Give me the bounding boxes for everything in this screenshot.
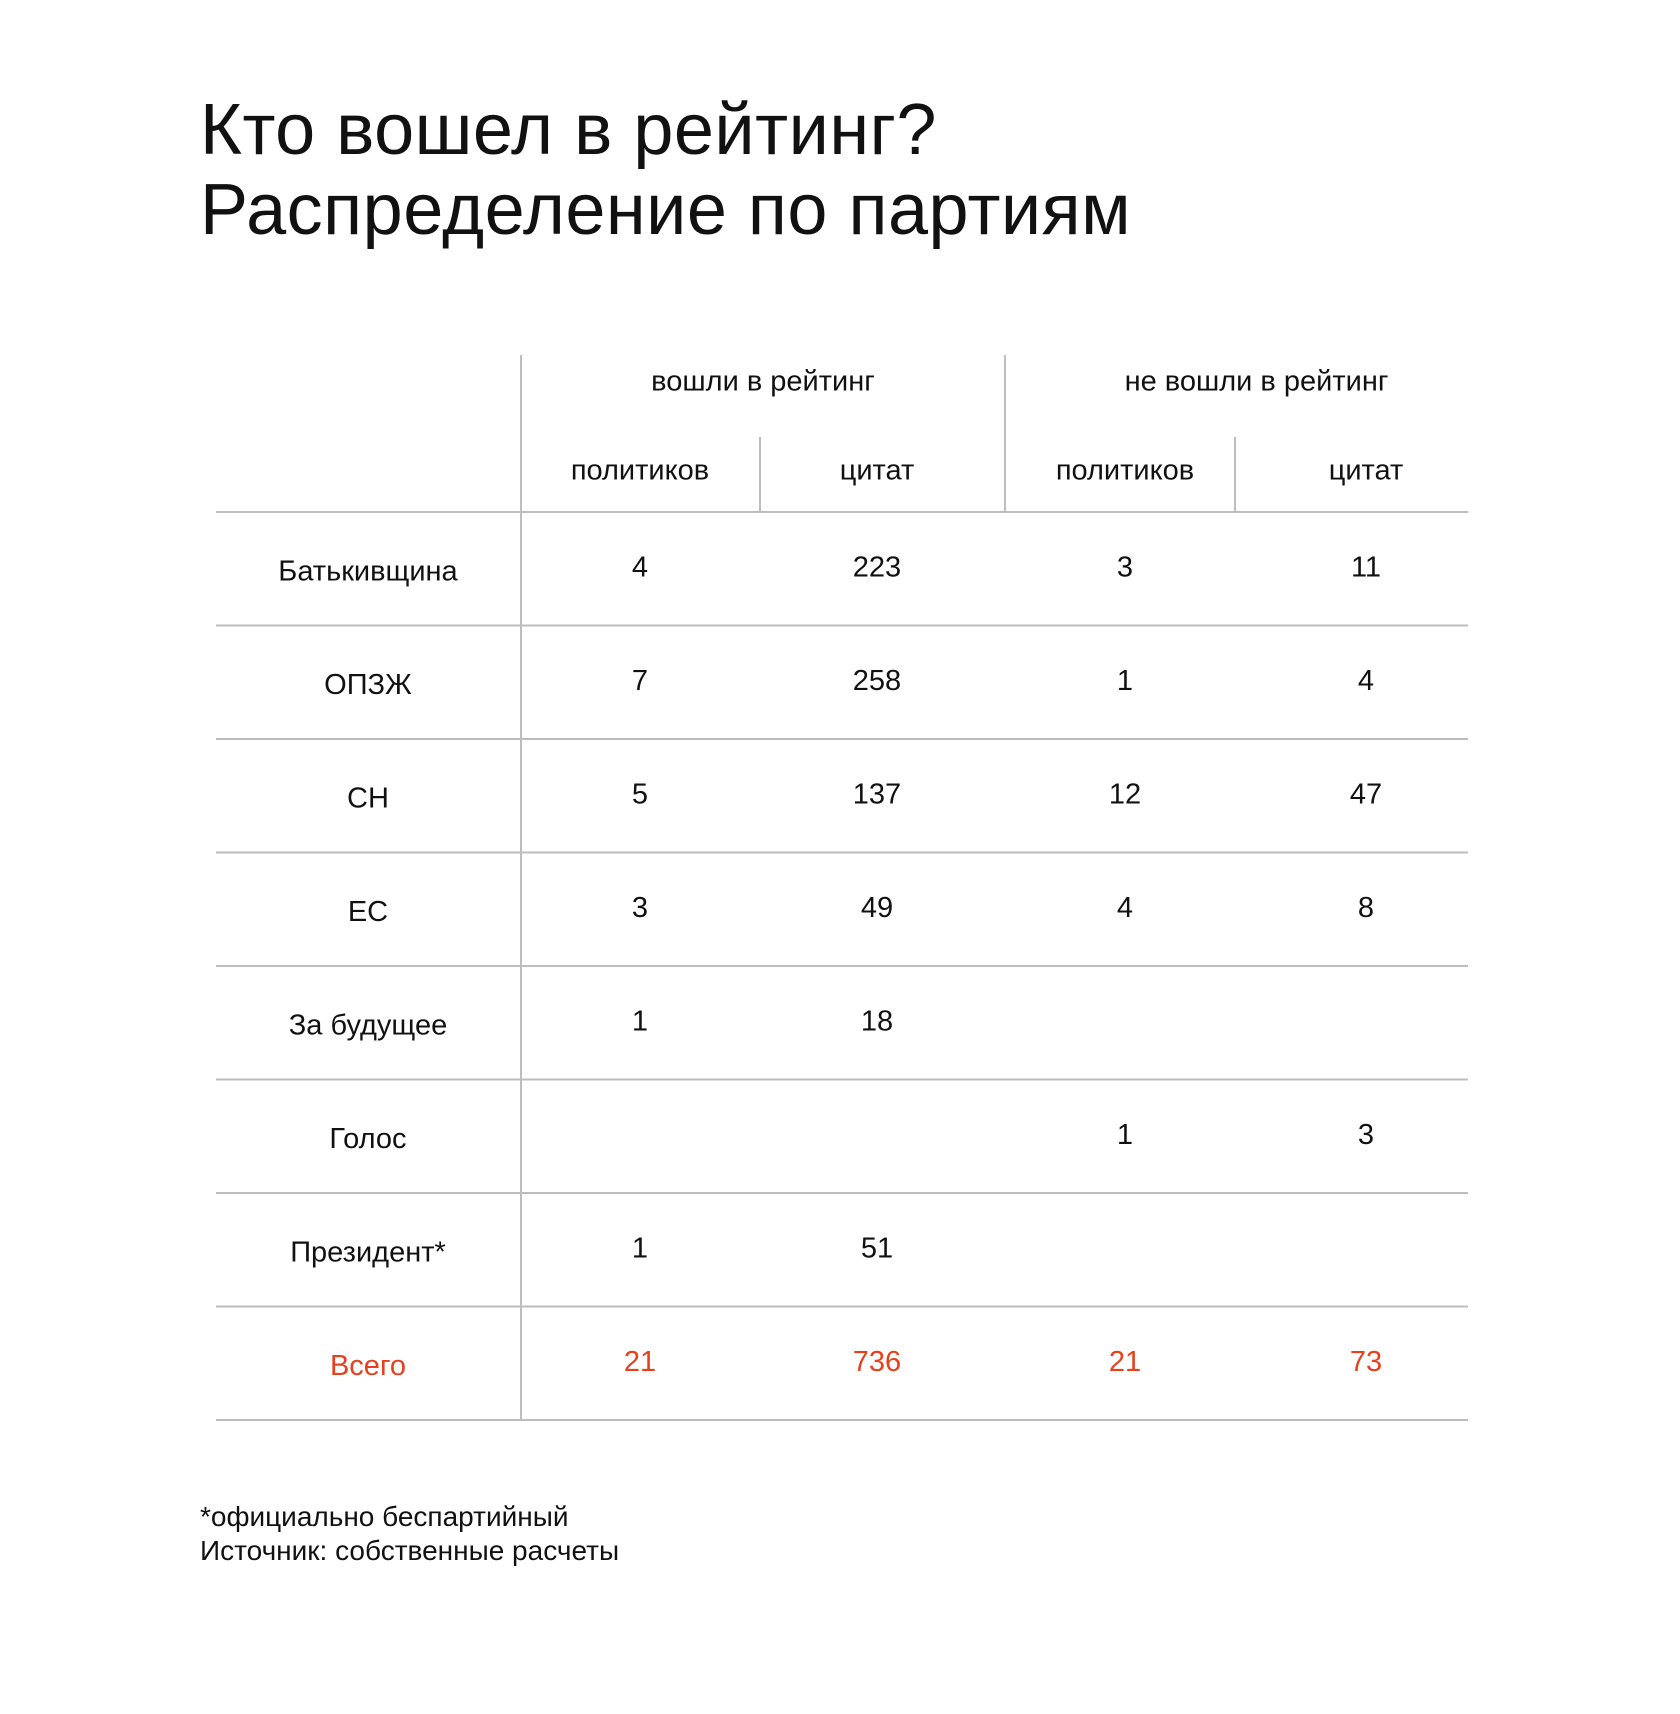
total-value-2: 736: [852, 1345, 902, 1378]
group-header-not-in-rating: не вошли в рейтинг: [1124, 365, 1389, 398]
row-2-value-2: 258: [852, 664, 902, 697]
title-line-2: Распределение по партиям: [200, 170, 1132, 250]
row-1-value-1: 4: [631, 551, 649, 584]
total-label: Всего: [329, 1349, 407, 1382]
title-line-1: Кто вошел в рейтинг?: [200, 90, 937, 170]
footnotes: [200, 1500, 619, 1568]
row-3-value-4: 47: [1349, 778, 1383, 811]
row-5-value-2: 18: [860, 1005, 894, 1038]
row-1-value-3: 3: [1116, 551, 1134, 584]
row-7-value-1: 1: [631, 1232, 649, 1265]
subheader-4: цитат: [1328, 454, 1404, 487]
row-1-label: Батькивщина: [278, 555, 458, 588]
subheader-2: цитат: [839, 454, 915, 487]
total-value-3: 21: [1108, 1345, 1142, 1378]
row-1-value-2: 223: [852, 551, 902, 584]
row-7-label: Президент*: [290, 1236, 446, 1269]
row-2-value-1: 7: [631, 664, 649, 697]
row-1-value-4: 11: [1350, 551, 1382, 584]
row-3-value-2: 137: [852, 778, 902, 811]
row-6-value-3: 1: [1116, 1118, 1134, 1151]
row-5-value-1: 1: [631, 1005, 649, 1038]
row-3-label: СН: [347, 782, 389, 815]
total-value-4: 73: [1349, 1345, 1383, 1378]
total-value-1: 21: [623, 1345, 657, 1378]
row-4-value-1: 3: [631, 891, 649, 924]
row-5-label: За будущее: [288, 1009, 448, 1042]
subheader-3: политиков: [1055, 454, 1195, 487]
row-2-value-4: 4: [1357, 664, 1375, 697]
row-2-label: ОПЗЖ: [324, 668, 412, 701]
row-4-value-3: 4: [1116, 891, 1134, 924]
group-header-in-rating: вошли в рейтинг: [651, 365, 875, 398]
row-4-value-2: 49: [860, 891, 894, 924]
source-text: Источник: собственные расчеты: [200, 1535, 620, 1566]
row-4-label: ЕС: [347, 895, 389, 928]
row-3-value-1: 5: [631, 778, 649, 811]
row-2-value-3: 1: [1116, 664, 1134, 697]
row-3-value-3: 12: [1108, 778, 1142, 811]
row-7-value-2: 51: [860, 1232, 894, 1265]
footnote-text: *официально беспартийный: [200, 1501, 569, 1532]
row-4-value-4: 8: [1357, 891, 1375, 924]
row-6-value-4: 3: [1357, 1118, 1375, 1151]
subheader-1: политиков: [570, 454, 710, 487]
row-6-label: Голос: [329, 1122, 407, 1155]
